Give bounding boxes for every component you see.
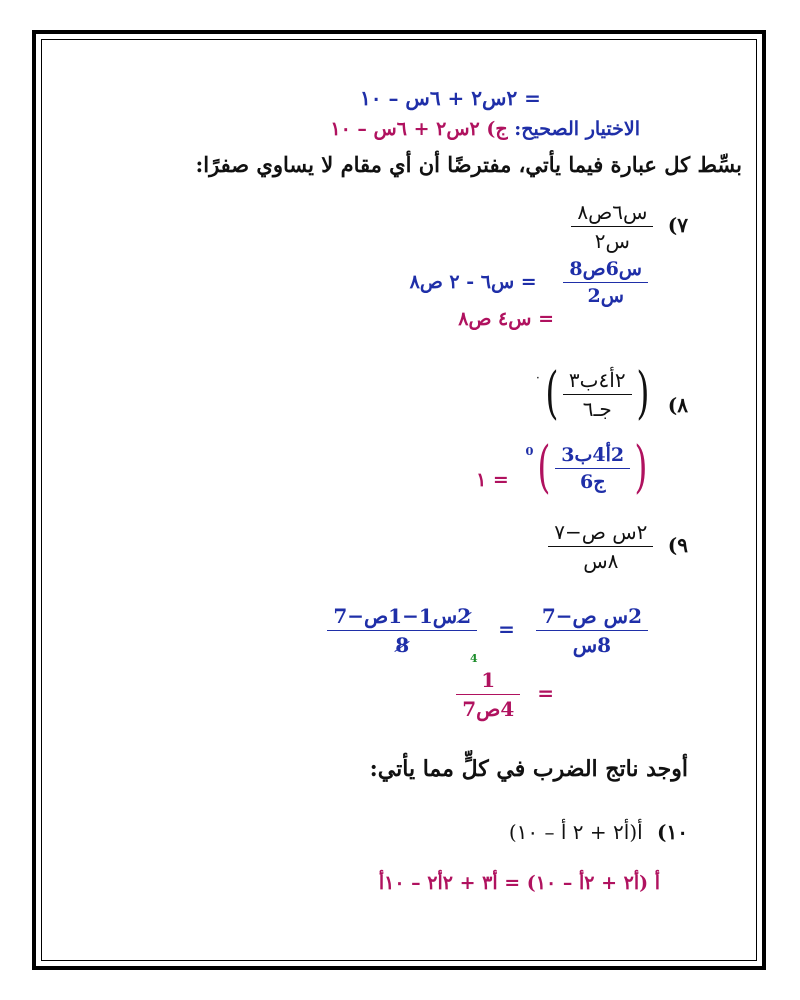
question-7-final: = س٤ ص٨ xyxy=(458,308,554,330)
fraction-denominator: جـ٦ xyxy=(582,396,612,421)
fraction-denominator: 4ص7 xyxy=(462,697,515,721)
question-10-number: ١٠) xyxy=(657,820,688,844)
fraction-denominator: س2 xyxy=(587,285,624,307)
fraction-numerator: 2أ4ب3 xyxy=(561,443,625,466)
cancelled-denominator: 8 xyxy=(395,633,410,657)
equals-sign: = xyxy=(537,681,554,705)
question-8-answer-exponent: 0 xyxy=(525,444,534,458)
instruction-simplify: بسِّط كل عبارة فيما يأتي، مفترضًا أن أي مقام لا يساوي صفرًا: xyxy=(195,152,742,177)
cancelled-coefficient: 2 xyxy=(457,604,472,628)
question-8-answer-fraction xyxy=(555,444,630,493)
correct-choice xyxy=(330,118,640,140)
question-8-result: = ١ xyxy=(476,469,509,491)
question-8-number: ٨) xyxy=(667,393,688,417)
question-7-number: ٧) xyxy=(667,213,688,237)
fraction-numerator-rest: س1−1ص−7 xyxy=(333,604,458,628)
question-9-step2-fraction xyxy=(327,604,477,657)
question-8-answer-expression: ( $\frac{\text{2أ4ب3}}{\text{ج6}}$ ) 0 xyxy=(525,435,648,500)
fraction-denominator: ج6 xyxy=(579,470,606,493)
fraction-denominator: س٢ xyxy=(594,229,630,253)
question-10-expression: أ(أ٢ + ٢ أ – ١٠) xyxy=(508,820,643,844)
question-10 xyxy=(509,820,688,844)
solution-line: = ٢س٢ + ٦س – ١٠ xyxy=(360,86,541,110)
question-10-answer: أ (أ٢ + ٢أ – ١٠) = أ٣ + ٢أ٢ – ١٠أ xyxy=(378,872,660,894)
correct-choice-label: الاختيار الصحيح: xyxy=(514,118,640,140)
fraction-denominator: ٨س xyxy=(583,549,619,573)
instruction-multiply: أوجد ناتج الضرب في كلٍّ مما يأتي: xyxy=(369,756,688,782)
fraction-numerator: ٢س ص−٧ xyxy=(554,520,648,544)
fraction-numerator xyxy=(327,604,477,630)
question-7 xyxy=(571,200,688,253)
question-8 xyxy=(534,361,688,426)
cancel-result: 4 xyxy=(470,652,478,665)
question-9-number: ٩) xyxy=(667,533,688,557)
correct-choice-value: ج) ٢س٢ + ٦س – ١٠ xyxy=(330,118,508,140)
fraction-numerator: 1 xyxy=(481,668,496,692)
question-8-expression: ( $\frac{\text{٢أ٤ب٣}}{\text{جـ٦}}$ ) ٠ xyxy=(534,361,650,426)
question-9-final-fraction xyxy=(456,668,520,721)
equals-sign: = xyxy=(498,617,515,641)
question-7-fraction xyxy=(571,200,653,253)
fraction-numerator: س6ص8 xyxy=(569,258,642,280)
question-9 xyxy=(548,520,688,573)
question-7-step-result: = س٦ - ٢ ص٨ xyxy=(409,270,537,293)
question-8-answer xyxy=(476,435,652,500)
question-8-exponent: ٠ xyxy=(534,370,542,384)
question-8-fraction xyxy=(563,368,632,421)
question-7-step xyxy=(410,258,648,307)
fraction-numerator: 2س ص−7 xyxy=(541,604,642,628)
fraction-numerator: س٦ص٨ xyxy=(577,200,648,224)
question-9-fraction xyxy=(548,520,653,573)
question-9-final xyxy=(456,668,554,721)
question-9-step1-fraction xyxy=(536,604,648,657)
question-9-step xyxy=(327,604,648,657)
question-7-step-fraction xyxy=(563,258,648,307)
fraction-numerator: ٢أ٤ب٣ xyxy=(568,367,626,392)
fraction-denominator xyxy=(389,631,415,657)
fraction-denominator: 8س xyxy=(572,633,612,657)
